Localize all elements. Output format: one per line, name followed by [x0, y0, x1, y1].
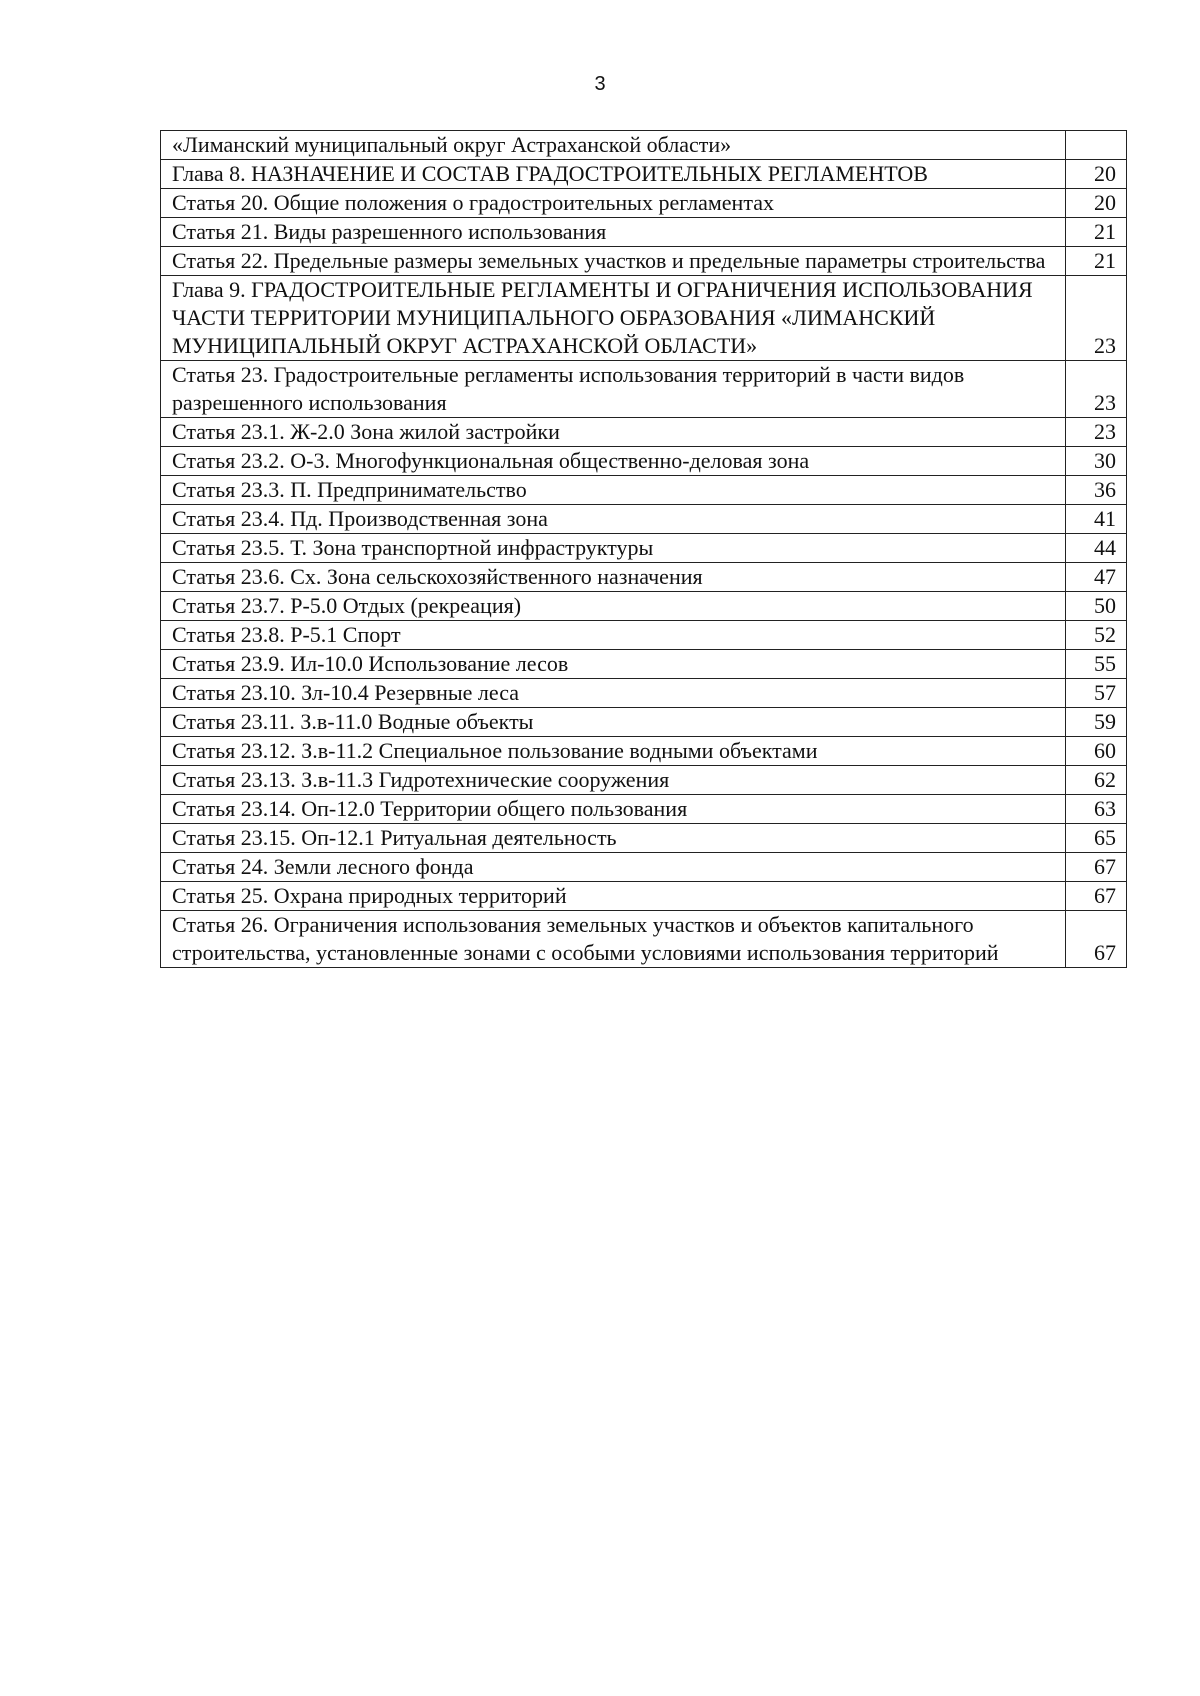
toc-row	[161, 160, 1127, 189]
toc-entry-page: 23	[1066, 361, 1127, 418]
toc-body	[161, 131, 1127, 968]
toc-row	[161, 418, 1127, 447]
toc-row	[161, 563, 1127, 592]
toc-row	[161, 476, 1127, 505]
toc-entry-page	[1066, 131, 1127, 160]
toc-row	[161, 247, 1127, 276]
toc-row	[161, 737, 1127, 766]
toc-row	[161, 361, 1127, 418]
toc-row	[161, 650, 1127, 679]
toc-entry-title: Статья 23.7. Р-5.0 Отдых (рекреация)	[161, 592, 1066, 621]
toc-entry-title: Глава 8. НАЗНАЧЕНИЕ И СОСТАВ ГРАДОСТРОИТЕЛЬНЫХ РЕГЛАМЕНТОВ	[161, 160, 1066, 189]
toc-entry-page: 57	[1066, 679, 1127, 708]
toc-entry-page: 67	[1066, 882, 1127, 911]
toc-entry-page: 50	[1066, 592, 1127, 621]
toc-entry-title: Статья 23.8. Р-5.1 Спорт	[161, 621, 1066, 650]
toc-entry-page: 67	[1066, 911, 1127, 968]
toc-entry-title: Статья 26. Ограничения использования земельных участков и объектов капитального строительства, установленные зонами с особыми условиями использования территорий	[161, 911, 1066, 968]
toc-entry-title: Статья 23.10. Зл-10.4 Резервные леса	[161, 679, 1066, 708]
toc-entry-page: 41	[1066, 505, 1127, 534]
toc-entry-page: 23	[1066, 418, 1127, 447]
toc-entry-title: Статья 23.2. О-3. Многофункциональная общественно-деловая зона	[161, 447, 1066, 476]
toc-row	[161, 621, 1127, 650]
toc-row	[161, 795, 1127, 824]
toc-row	[161, 218, 1127, 247]
toc-entry-page: 30	[1066, 447, 1127, 476]
toc-row	[161, 824, 1127, 853]
toc-row	[161, 189, 1127, 218]
toc-row	[161, 505, 1127, 534]
toc-entry-page: 20	[1066, 189, 1127, 218]
toc-entry-page: 21	[1066, 247, 1127, 276]
toc-entry-title: Статья 23.1. Ж-2.0 Зона жилой застройки	[161, 418, 1066, 447]
toc-entry-page: 63	[1066, 795, 1127, 824]
toc-entry-title: Статья 21. Виды разрешенного использования	[161, 218, 1066, 247]
toc-entry-title: Статья 20. Общие положения о градостроительных регламентах	[161, 189, 1066, 218]
toc-row	[161, 276, 1127, 361]
toc-entry-title: Статья 23.6. Сх. Зона сельскохозяйственного назначения	[161, 563, 1066, 592]
toc-row	[161, 766, 1127, 795]
toc-row	[161, 679, 1127, 708]
toc-entry-title: Статья 25. Охрана природных территорий	[161, 882, 1066, 911]
toc-entry-page: 55	[1066, 650, 1127, 679]
toc-entry-title: Статья 23.3. П. Предпринимательство	[161, 476, 1066, 505]
toc-entry-title: Статья 23. Градостроительные регламенты использования территорий в части видов разрешенного использования	[161, 361, 1066, 418]
toc-row	[161, 534, 1127, 563]
toc-row	[161, 131, 1127, 160]
toc-entry-page: 20	[1066, 160, 1127, 189]
toc-entry-page: 44	[1066, 534, 1127, 563]
toc-entry-title: Глава 9. ГРАДОСТРОИТЕЛЬНЫЕ РЕГЛАМЕНТЫ И ОГРАНИЧЕНИЯ ИСПОЛЬЗОВАНИЯ ЧАСТИ ТЕРРИТОРИИ МУНИЦИПАЛЬНОГО ОБРАЗОВАНИЯ «ЛИМАНСКИЙ МУНИЦИПАЛЬНЫЙ ОКРУГ АСТРАХАНСКОЙ ОБЛАСТИ»	[161, 276, 1066, 361]
toc-row	[161, 882, 1127, 911]
toc-entry-page: 36	[1066, 476, 1127, 505]
toc-entry-page: 62	[1066, 766, 1127, 795]
toc-entry-page: 65	[1066, 824, 1127, 853]
toc-row	[161, 853, 1127, 882]
toc-entry-page: 59	[1066, 708, 1127, 737]
toc-entry-title: Статья 23.11. З.в-11.0 Водные объекты	[161, 708, 1066, 737]
toc-entry-page: 67	[1066, 853, 1127, 882]
toc-entry-title: Статья 23.4. Пд. Производственная зона	[161, 505, 1066, 534]
toc-entry-page: 52	[1066, 621, 1127, 650]
toc-entry-title: Статья 22. Предельные размеры земельных участков и предельные параметры строительства	[161, 247, 1066, 276]
toc-entry-title: Статья 23.5. Т. Зона транспортной инфраструктуры	[161, 534, 1066, 563]
toc-row	[161, 708, 1127, 737]
toc-entry-title: Статья 23.12. З.в-11.2 Специальное пользование водными объектами	[161, 737, 1066, 766]
toc-entry-page: 60	[1066, 737, 1127, 766]
page-number: 3	[594, 73, 606, 95]
toc-entry-page: 23	[1066, 276, 1127, 361]
toc-entry-title: Статья 24. Земли лесного фонда	[161, 853, 1066, 882]
toc-row	[161, 911, 1127, 968]
toc-entry-page: 47	[1066, 563, 1127, 592]
toc-entry-title: Статья 23.14. Оп-12.0 Территории общего пользования	[161, 795, 1066, 824]
toc-entry-title: Статья 23.13. З.в-11.3 Гидротехнические сооружения	[161, 766, 1066, 795]
toc-entry-title: Статья 23.15. Оп-12.1 Ритуальная деятельность	[161, 824, 1066, 853]
toc-entry-title: Статья 23.9. Ил-10.0 Использование лесов	[161, 650, 1066, 679]
table-of-contents	[160, 130, 1127, 968]
toc-row	[161, 447, 1127, 476]
toc-entry-title: «Лиманский муниципальный округ Астраханской области»	[161, 131, 1066, 160]
toc-entry-page: 21	[1066, 218, 1127, 247]
toc-row	[161, 592, 1127, 621]
